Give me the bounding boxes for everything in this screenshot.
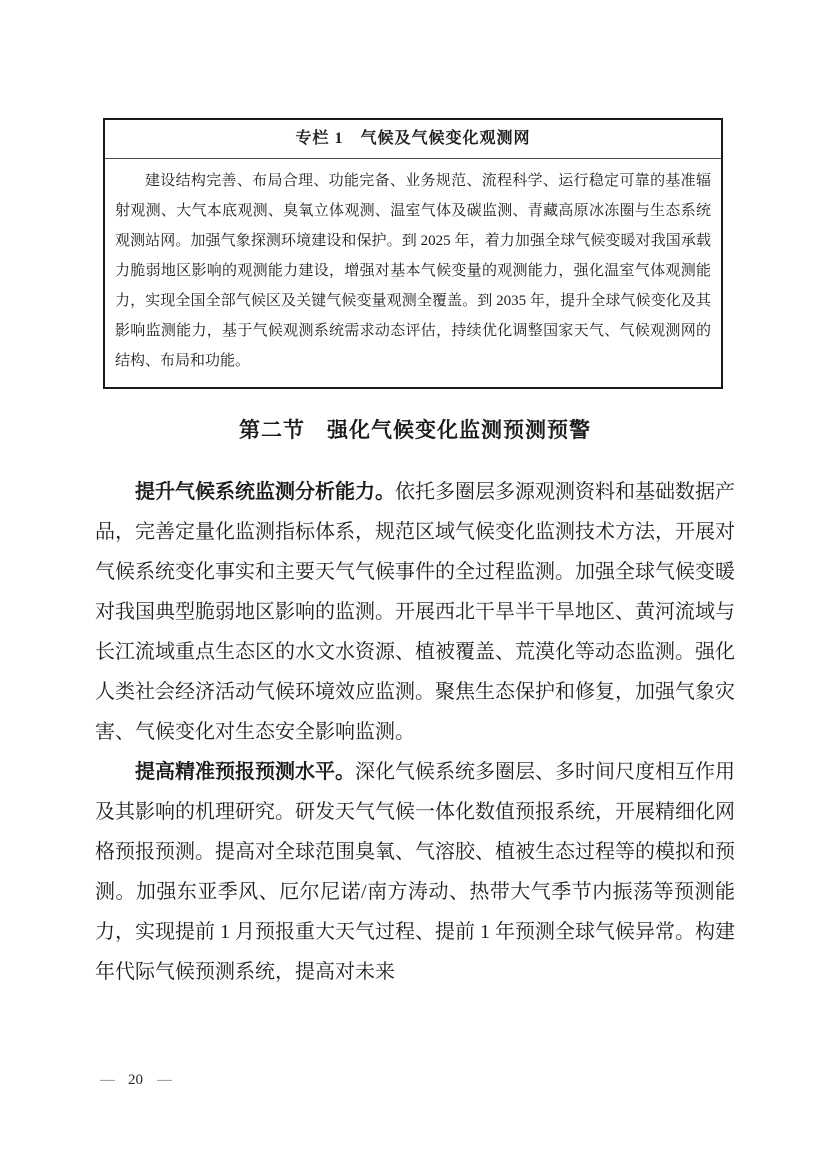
page-number: 20 xyxy=(128,1072,143,1088)
paragraph-lead: 提高精准预报预测水平。 xyxy=(135,761,355,783)
callout-title: 专栏 1 气候及气候变化观测网 xyxy=(105,120,721,159)
page-footer xyxy=(100,1072,171,1089)
folio-right-dash: — xyxy=(157,1072,171,1088)
paragraph-text: 依托多圈层多源观测资料和基础数据产品，完善定量化监测指标体系，规范区域气候变化监测技术方法，开展对气候系统变化事实和主要天气气候事件的全过程监测。加强全球气候变暖对我国典型脆弱地区影响的监测。开展西北干旱半干旱地区、黄河流域与长江流域重点生态区的水文水资源、植被覆盖、荒漠化等动态监测。强化人类社会经济活动气候环境效应监测。聚焦生态保护和修复，加强气象灾害、气候变化对生态安全影响监测。 xyxy=(95,481,735,743)
folio-left-dash: — xyxy=(100,1072,114,1088)
paragraph-monitoring-analysis xyxy=(95,472,735,752)
callout-box-column1 xyxy=(103,118,723,389)
callout-body-text: 建设结构完善、布局合理、功能完备、业务规范、流程科学、运行稳定可靠的基准辐射观测、大气本底观测、臭氧立体观测、温室气体及碳监测、青藏高原冰冻圈与生态系统观测站网。加强气象探测环境建设和保护。到 2025 年，着力加强全球气候变暖对我国承载力脆弱地区影响的观测能力建设，增强对基本气候变量的观测能力，强化温室气体观测能力，实现全国全部气候区及关键气候变量观测全覆盖。到 2035 年，提升全球气候变化及其影响监测能力，基于气候观测系统需求动态评估，持续优化调整国家天气、气候观测网的结构、布局和功能。 xyxy=(115,173,711,369)
paragraph-text: 深化气候系统多圈层、多时间尺度相互作用及其影响的机理研究。研发天气气候一体化数值预报系统，开展精细化网格预报预测。提高对全球范围臭氧、气溶胶、植被生态过程等的模拟和预测。加强东亚季风、厄尔尼诺/南方涛动、热带大气季节内振荡等预测能力，实现提前 1 月预报重大天气过程、提前 1 年预测全球气候异常。构建年代际气候预测系统，提高对未来 xyxy=(95,761,735,983)
paragraph-lead: 提升气候系统监测分析能力。 xyxy=(135,481,395,503)
paragraph-forecast-precision xyxy=(95,752,735,992)
section-heading: 第二节 强化气候变化监测预测预警 xyxy=(239,418,591,442)
body-content xyxy=(95,472,735,992)
